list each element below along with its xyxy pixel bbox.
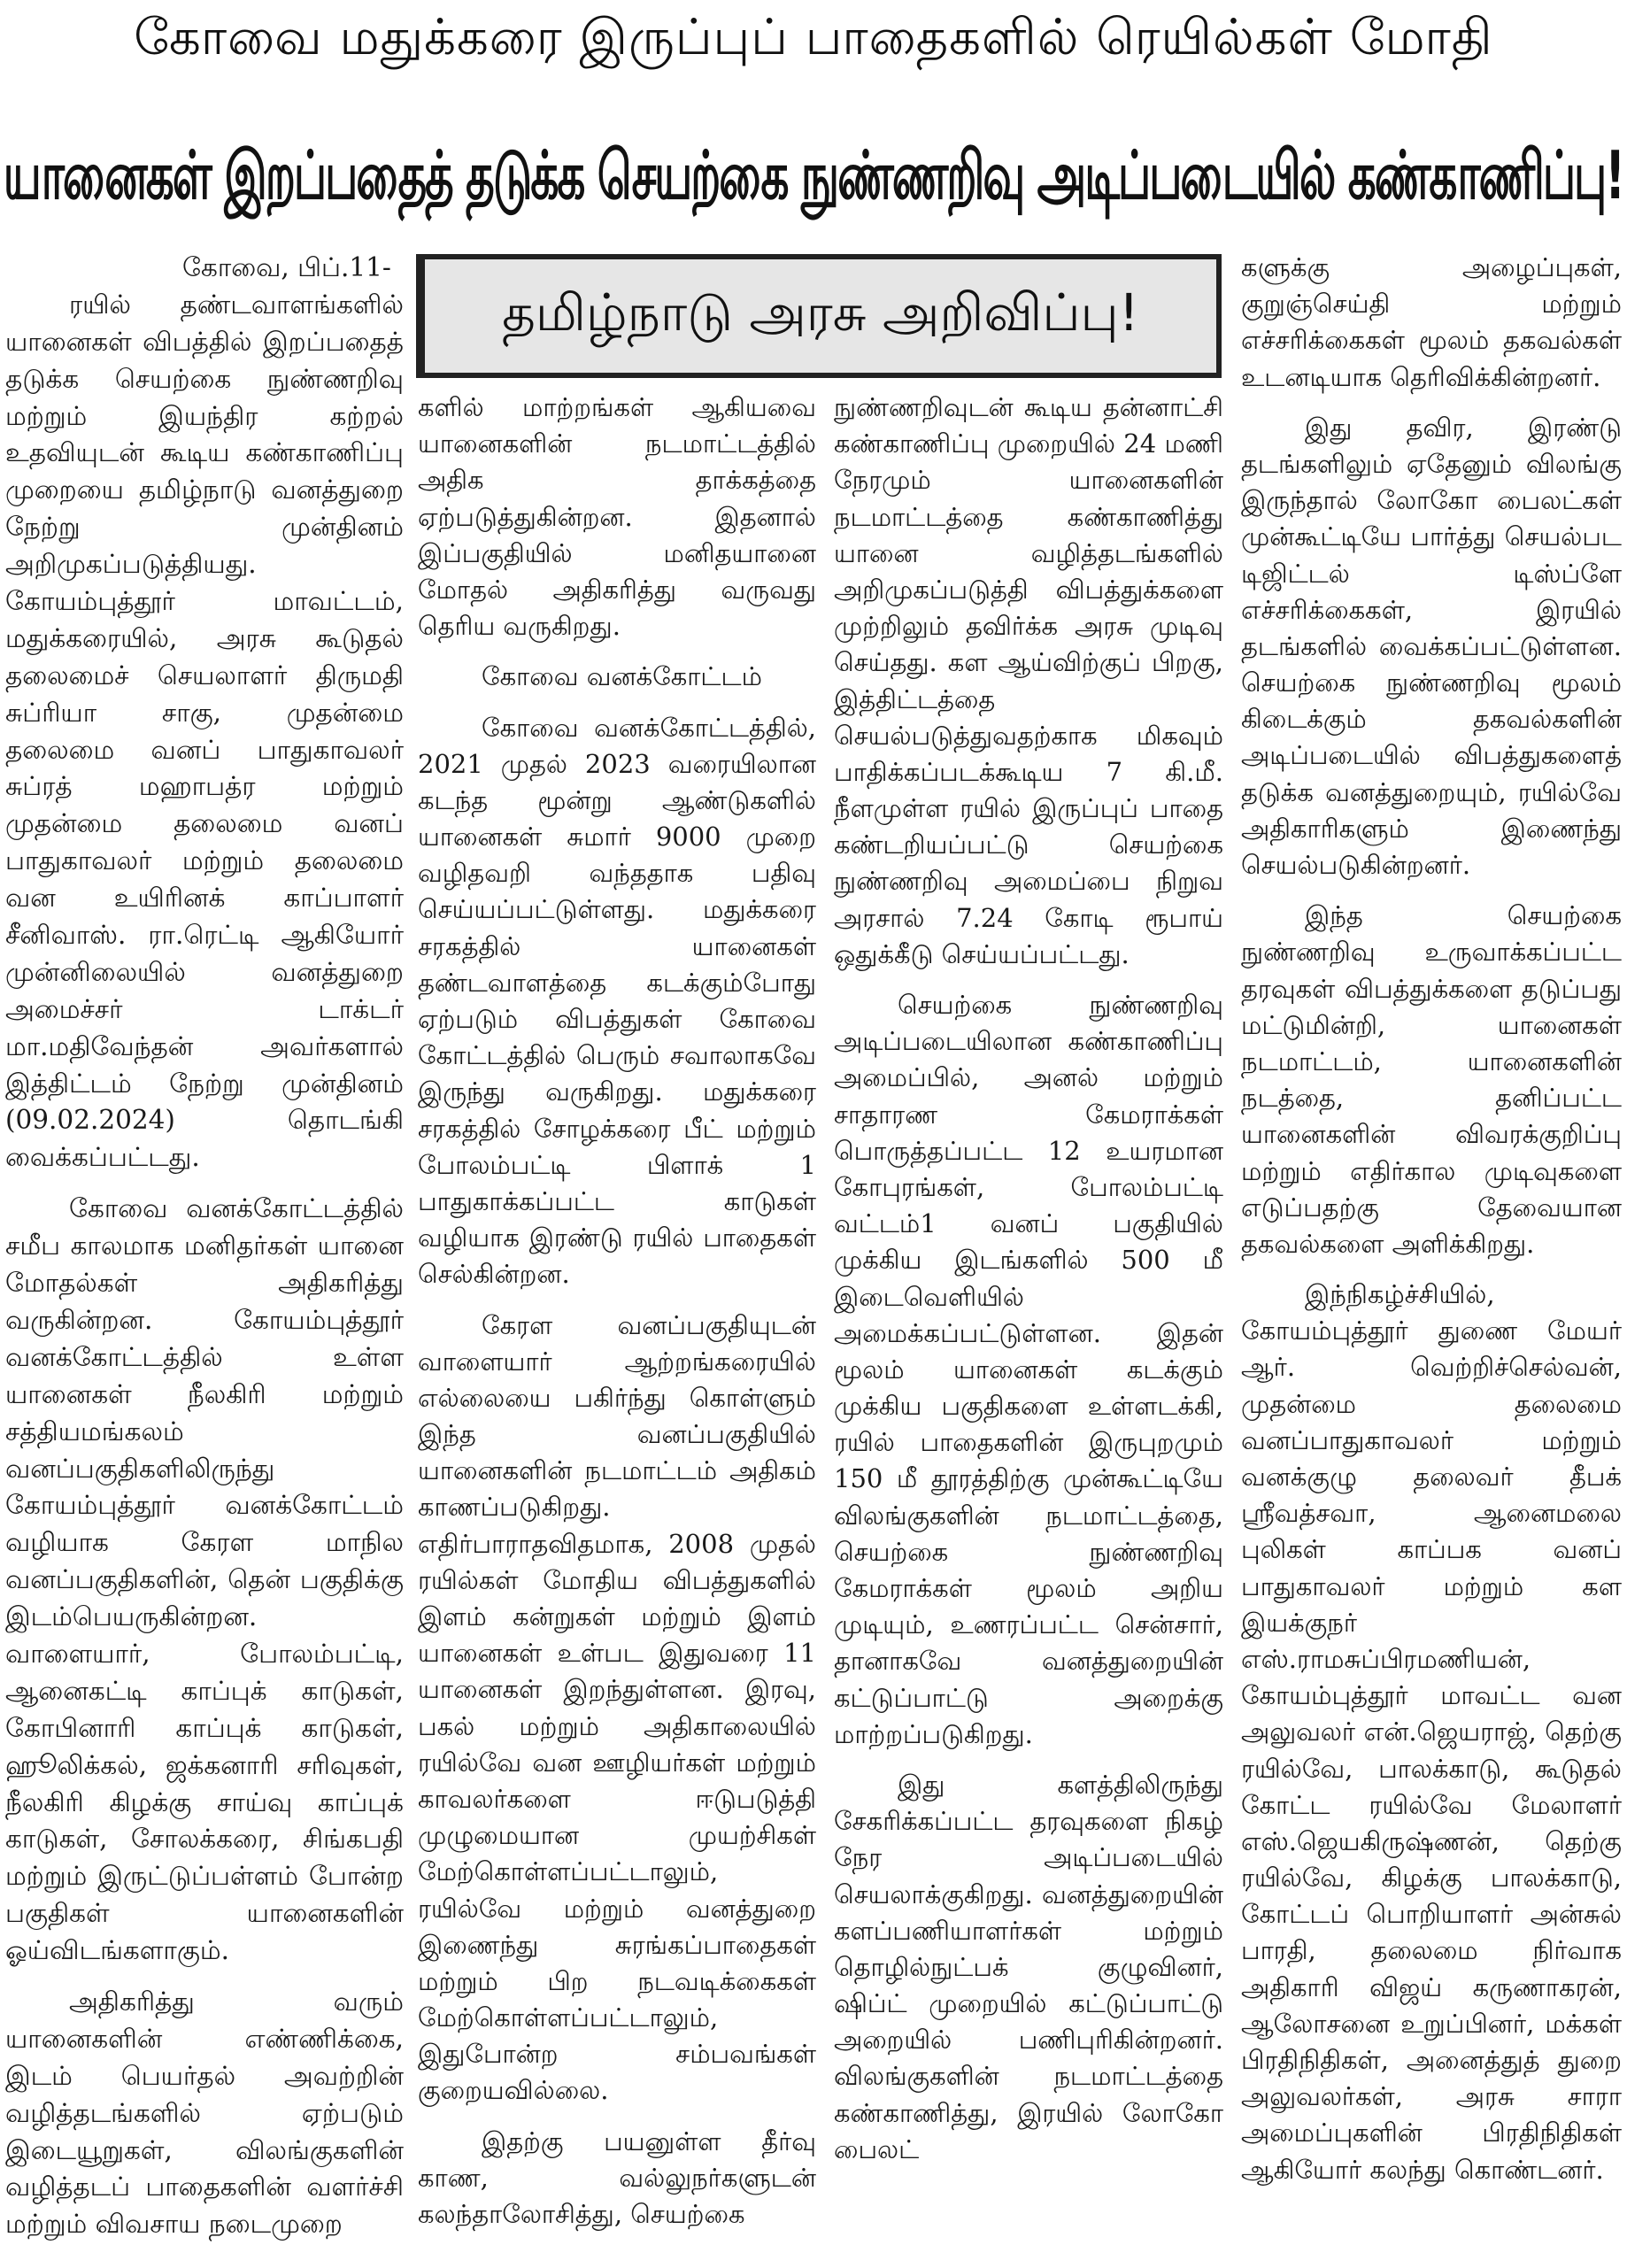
paragraph: களுக்கு அழைப்புகள், குறுஞ்செய்தி மற்றும் எச்சரிக்கைகள் மூலம் தகவல்கள் உடனடியாக தெரிவிக்கின்றனர். [1241, 252, 1622, 392]
dateline: கோவை, பிப்.11- [182, 252, 391, 282]
paragraph: நுண்ணறிவுடன் கூடிய தன்னாட்சி கண்காணிப்பு முறையில் 24 மணி நேரமும் யானைகளின் நடமாட்டத்தை கண்காணித்து யானை வழித்தடங்களில் அறிமுகப்படுத்தி விபத்துக்களை முற்றிலும் தவிர்க்க அரசு முடிவு செய்தது. கள ஆய்விற்குப் பிறகு, இத்திட்டத்தை செயல்படுத்துவதற்காக மிகவும் பாதிக்கப்படக்கூடிய 7 கி.மீ. நீளமுள்ள ரயில் இருப்புப் பாதை கண்டறியப்பட்டு செயற்கை நுண்ணறிவு அமைப்பை நிறுவ அரசால் 7.24 கோடி ரூபாய் ஒதுக்கீடு செய்யப்பட்டது. [834, 392, 1223, 969]
paragraph: இது தவிர, இரண்டு தடங்களிலும் ஏதேனும் விலங்கு இருந்தால் லோகோ பைலட்கள் முன்கூட்டியே பார்த்து செயல்பட டிஜிட்டல் டிஸ்ப்ளே எச்சரிக்கைகள், இரயில் தடங்களில் வைக்கப்பட்டுள்ளன. செயற்கை நுண்ணறிவு மூலம் கிடைக்கும் தகவல்களின் அடிப்படையில் விபத்துகளைத் தடுக்க வனத்துறையும், ரயில்வே அதிகாரிகளும் இணைந்து செயல்படுகின்றனர். [1241, 412, 1622, 880]
paragraph: இதற்கு பயனுள்ள தீர்வு காண, வல்லுநர்களுடன் கலந்தாலோசித்து, செயற்கை [418, 2125, 816, 2229]
subhead-text: தமிழ்நாடு அரசு அறிவிப்பு! [502, 282, 1139, 343]
section-subheading: கோவை வனக்கோட்டம் [482, 661, 762, 692]
paragraph: இந்நிகழ்ச்சியில், கோயம்புத்தூர் துணை மேயர் ஆர். வெற்றிச்செல்வன், முதன்மை தலைமை வனப்பாதுகாவலர் மற்றும் வனக்குழு தலைவர் தீபக் ஸ்ரீவத்சவா, ஆனைமலை புலிகள் காப்பக வனப் பாதுகாவலர் மற்றும் கள இயக்குநர் எஸ்.ராமசுப்பிரமணியன், கோயம்புத்தூர் மாவட்ட வன அலுவலர் என்.ஜெயராஜ், தெற்கு ரயில்வே, பாலக்காடு, கூடுதல் கோட்ட ரயில்வே மேலாளர் எஸ்.ஜெயகிருஷ்ணன், தெற்கு ரயில்வே, கிழக்கு பாலக்காடு, கோட்டப் பொறியாளர் அன்சுல் பாரதி, தலைமை நிர்வாக அதிகாரி விஜய் கருணாகரன், ஆலோசனை உறுப்பினர், மக்கள் பிரதிநிதிகள், அனைத்துத் துறை அலுவலர்கள், அரசு சாரா அமைப்புகளின் பிரதிநிதிகள் ஆகியோர் கலந்து கொண்டனர். [1241, 1279, 1622, 2185]
article-column-3 [834, 390, 1223, 2266]
paragraph: ரயில் தண்டவாளங்களில் யானைகள் விபத்தில் இறப்பதைத் தடுக்க செயற்கை நுண்ணறிவு மற்றும் இயந்திர கற்றல் உதவியுடன் கூடிய கண்காணிப்பு முறையை தமிழ்நாடு வனத்துறை நேற்று முன்தினம் அறிமுகப்படுத்தியது. கோயம்புத்தூர் மாவட்டம், மதுக்கரையில், அரசு கூடுதல் தலைமைச் செயலாளர் திருமதி சுப்ரியா சாகு, முதன்மை தலைமை வனப் பாதுகாவலர் சுப்ரத் மஹாபத்ர மற்றும் முதன்மை தலைமை வனப் பாதுகாவலர் மற்றும் தலைமை வன உயிரினக் காப்பாளர் சீனிவாஸ். ரா.ரெட்டி ஆகியோர் முன்னிலையில் வனத்துறை அமைச்சர் டாக்டர் மா.மதிவேந்தன் அவர்களால் இத்திட்டம் நேற்று முன்தினம் (09.02.2024) தொடங்கி வைக்கப்பட்டது. [5, 289, 404, 1173]
article-column-2 [418, 390, 816, 2266]
paragraph: இது களத்திலிருந்து சேகரிக்கப்பட்ட தரவுகளை நிகழ் நேர அடிப்படையில் செயலாக்குகிறது. வனத்துறையின் களப்பணியாளர்கள் மற்றும் தொழில்நுட்பக் குழுவினர், ஷிப்ட் முறையில் கட்டுப்பாட்டு அறையில் பணிபுரிகின்றனர். விலங்குகளின் நடமாட்டத்தை கண்காணித்து, இரயில் லோகோ பைலட் [834, 1769, 1223, 2164]
article-column-1 [5, 250, 404, 2264]
subhead-box [416, 254, 1222, 378]
paragraph: அதிகரித்து வரும் யானைகளின் எண்ணிக்கை, இடம் பெயர்தல் அவற்றின் வழித்தடங்களில் ஏற்படும் இடையூறுகள், விலங்குகளின் வழித்தடப் பாதைகளின் வளர்ச்சி மற்றும் விவசாய நடைமுறை [5, 1986, 404, 2240]
paragraph: இந்த செயற்கை நுண்ணறிவு உருவாக்கப்பட்ட தரவுகள் விபத்துக்களை தடுப்பது மட்டுமின்றி, யானைகள் நடமாட்டம், யானைகளின் நடத்தை, தனிப்பட்ட யானைகளின் விவரக்குறிப்பு மற்றும் எதிர்கால முடிவுகளை எடுப்பதற்கு தேவையான தகவல்களை அளிக்கிறது. [1241, 900, 1622, 1259]
main-headline: யானைகள் இறப்பதைத் தடுக்க செயற்கை நுண்ணறிவு அடிப்படையில் கண்காணிப்பு! [3, 136, 1624, 214]
paragraph: களில் மாற்றங்கள் ஆகியவை யானைகளின் நடமாட்டத்தில் அதிக தாக்கத்தை ஏற்படுத்துகின்றன. இதனால் இப்பகுதியில் மனிதயானை மோதல் அதிகரித்து வருவது தெரிய வருகிறது. [418, 392, 816, 642]
kicker-headline: கோவை மதுக்கரை இருப்புப் பாதைகளில் ரெயில்கள் மோதி [134, 9, 1493, 66]
paragraph: கோவை வனக்கோட்டத்தில், 2021 முதல் 2023 வரையிலான கடந்த மூன்று ஆண்டுகளில் யானைகள் சுமார் 9000 முறை வழிதவறி வந்ததாக பதிவு செய்யப்பட்டுள்ளது. மதுக்கரை சரகத்தில் யானைகள் தண்டவாளத்தை கடக்கும்போது ஏற்படும் விபத்துகள் கோவை கோட்டத்தில் பெரும் சவாலாகவே இருந்து வருகிறது. மதுக்கரை சரகத்தில் சோழக்கரை பீட் மற்றும் போலம்பட்டி பிளாக் 1 பாதுகாக்கப்பட்ட காடுகள் வழியாக இரண்டு ரயில் பாதைகள் செல்கின்றன. [418, 712, 816, 1290]
paragraph: கோவை வனக்கோட்டத்தில் சமீப காலமாக மனிதர்கள் யானை மோதல்கள் அதிகரித்து வருகின்றன. கோயம்புத்தூர் வனக்கோட்டத்தில் உள்ள யானைகள் நீலகிரி மற்றும் சத்தியமங்கலம் வனப்பகுதிகளிலிருந்து கோயம்புத்தூர் வனக்கோட்டம் வழியாக கேரள மாநில வனப்பகுதிகளின், தென் பகுதிக்கு இடம்பெயருகின்றன. வாளையார், போலம்பட்டி, ஆனைகட்டி காப்புக் காடுகள், கோபினாரி காப்புக் காடுகள், ஹூலிக்கல், ஜக்கனாரி சரிவுகள், நீலகிரி கிழக்கு சாய்வு காப்புக் காடுகள், சோலக்கரை, சிங்கபதி மற்றும் இருட்டுப்பள்ளம் போன்ற பகுதிகள் யானைகளின் ஓய்விடங்களாகும். [5, 1193, 404, 1966]
article-column-4 [1241, 250, 1622, 2264]
paragraph: கேரள வனப்பகுதியுடன் வாளையார் ஆற்றங்கரையில் எல்லையை பகிர்ந்து கொள்ளும் இந்த வனப்பகுதியில் யானைகளின் நடமாட்டம் அதிகம் காணப்படுகிறது. எதிர்பாராதவிதமாக, 2008 முதல் ரயில்கள் மோதிய விபத்துகளில் இளம் கன்றுகள் மற்றும் இளம் யானைகள் உள்பட இதுவரை 11 யானைகள் இறந்துள்ளன. இரவு, பகல் மற்றும் அதிகாலையில் ரயில்வே வன ஊழியர்கள் மற்றும் காவலர்களை ஈடுபடுத்தி முழுமையான முயற்சிகள் மேற்கொள்ளப்பட்டாலும், ரயில்வே மற்றும் வனத்துறை இணைந்து சுரங்கப்பாதைகள் மற்றும் பிற நடவடிக்கைகள் மேற்கொள்ளப்பட்டாலும், இதுபோன்ற சம்பவங்கள் குறையவில்லை. [418, 1309, 816, 2106]
paragraph: செயற்கை நுண்ணறிவு அடிப்படையிலான கண்காணிப்பு அமைப்பில், அனல் மற்றும் சாதாரண கேமராக்கள் பொருத்தப்பட்ட 12 உயரமான கோபுரங்கள், போலம்பட்டி வட்டம்1 வனப் பகுதியில் முக்கிய இடங்களில் 500 மீ இடைவெளியில் அமைக்கப்பட்டுள்ளன. இதன் மூலம் யானைகள் கடக்கும் முக்கிய பகுதிகளை உள்ளடக்கி, ரயில் பாதைகளின் இருபுறமும் 150 மீ தூரத்திற்கு முன்கூட்டியே விலங்குகளின் நடமாட்டத்தை, செயற்கை நுண்ணறிவு கேமராக்கள் மூலம் அறிய முடியும், உணரப்பட்ட சென்சார், தானாகவே வனத்துறையின் கட்டுப்பாட்டு அறைக்கு மாற்றப்படுகிறது. [834, 990, 1223, 1749]
